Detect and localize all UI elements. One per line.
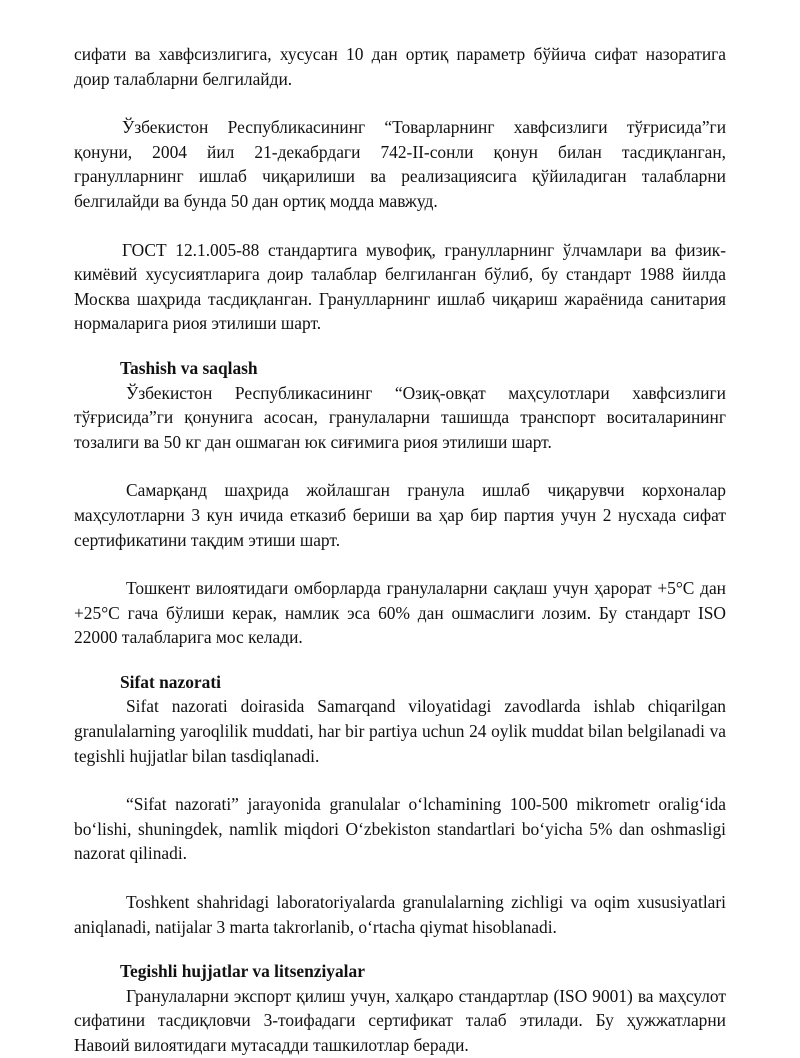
paragraph-intro-continued: сифати ва хавфсизлигига, хусусан 10 дан ортиқ параметр бўйича сифат назоратига доир талабларни белгилайди.: [74, 44, 726, 89]
paragraph-granule-size: “Sifat nazorati” jarayonida granulalar oʻlchamining 100-500 mikrometr oraligʻida boʻlishi, shuningdek, namlik miqdori Oʻzbekiston standartlari boʻyicha 5% dan oshmasligi nazorat qilinadi.: [74, 794, 726, 864]
paragraph-shelf-life: Sifat nazorati doirasida Samarqand viloyatidagi zavodlarda ishlab chiqarilgan granulalarning yaroqlilik muddati, har bir partiya uchun 24 oylik muddat bilan belgilanadi va tegishli hujjatlar bilan tasdiqlanadi.: [74, 696, 726, 766]
paragraph-gost-standard: ГОСТ 12.1.005-88 стандартига мувофиқ, гранулларнинг ўлчамлари ва физик-кимёвий хусусиятларига доир талаблар белгиланган бўлиб, бу стандарт 1988 йилда Москва шаҳрида тасдиқланган. Гранулларнинг ишлаб чиқариш жараёнида санитария нормаларига риоя этилиши шарт.: [74, 239, 726, 334]
paragraph-tashkent-storage: Тошкент вилоятидаги омборларда гранулаларни сақлаш учун ҳарорат +5°C дан +25°C гача бўлиши керак, намлик эса 60% дан ошмаслиги лозим. Бу стандарт ISO 22000 талабларига мос келади.: [74, 578, 726, 648]
heading-quality-control: Sifat nazorati: [120, 671, 221, 692]
paragraph-food-safety-law: Ўзбекистон Республикасининг “Озиқ-овқат маҳсулотлари хавфсизлиги тўғрисида”ги қонунига асосан, гранулаларни ташишда транспорт воситаларининг тозалиги ва 50 кг дан ошмаган юк сиғимига риоя этилиши шарт.: [74, 382, 726, 452]
heading-transport-storage: Tashish va saqlash: [120, 357, 258, 378]
paragraph-samarkand-producers: Самарқанд шаҳрида жойлашган гранула ишлаб чиқарувчи корхоналар маҳсулотларни 3 кун ичида етказиб бериши ва ҳар бир партия учун 2 нусхада сифат сертификатини тақдим этиши шарт.: [74, 480, 726, 550]
paragraph-goods-safety-law: Ўзбекистон Республикасининг “Товарларнинг хавфсизлиги тўғрисида”ги қонуни, 2004 йил 21-декабрдаги 742-II-сонли қонун билан тасдиқланган, гранулларнинг ишлаб чиқарилиши ва реализациясига қўйиладиган талабларни белгилайди ва бунда 50 дан ортиқ модда мавжуд.: [74, 117, 726, 211]
document-page: [74, 42, 726, 1058]
paragraph-density-tests: Toshkent shahridagi laboratoriyalarda granulalarning zichligi va oqim xususiyatlari aniqlanadi, natijalar 3 marta takrorlanib, oʻrtacha qiymat hisoblanadi.: [74, 892, 726, 937]
paragraph-export-certification: Гранулаларни экспорт қилиш учун, халқаро стандартлар (ISO 9001) ва маҳсулот сифатини тасдиқловчи 3-тоифадаги сертификат талаб этилади. Бу ҳужжатларни Навоий вилоятидаги мутасадди ташкилотлар беради.: [74, 985, 726, 1055]
heading-documents-licenses: Tegishli hujjatlar va litsenziyalar: [120, 961, 365, 982]
